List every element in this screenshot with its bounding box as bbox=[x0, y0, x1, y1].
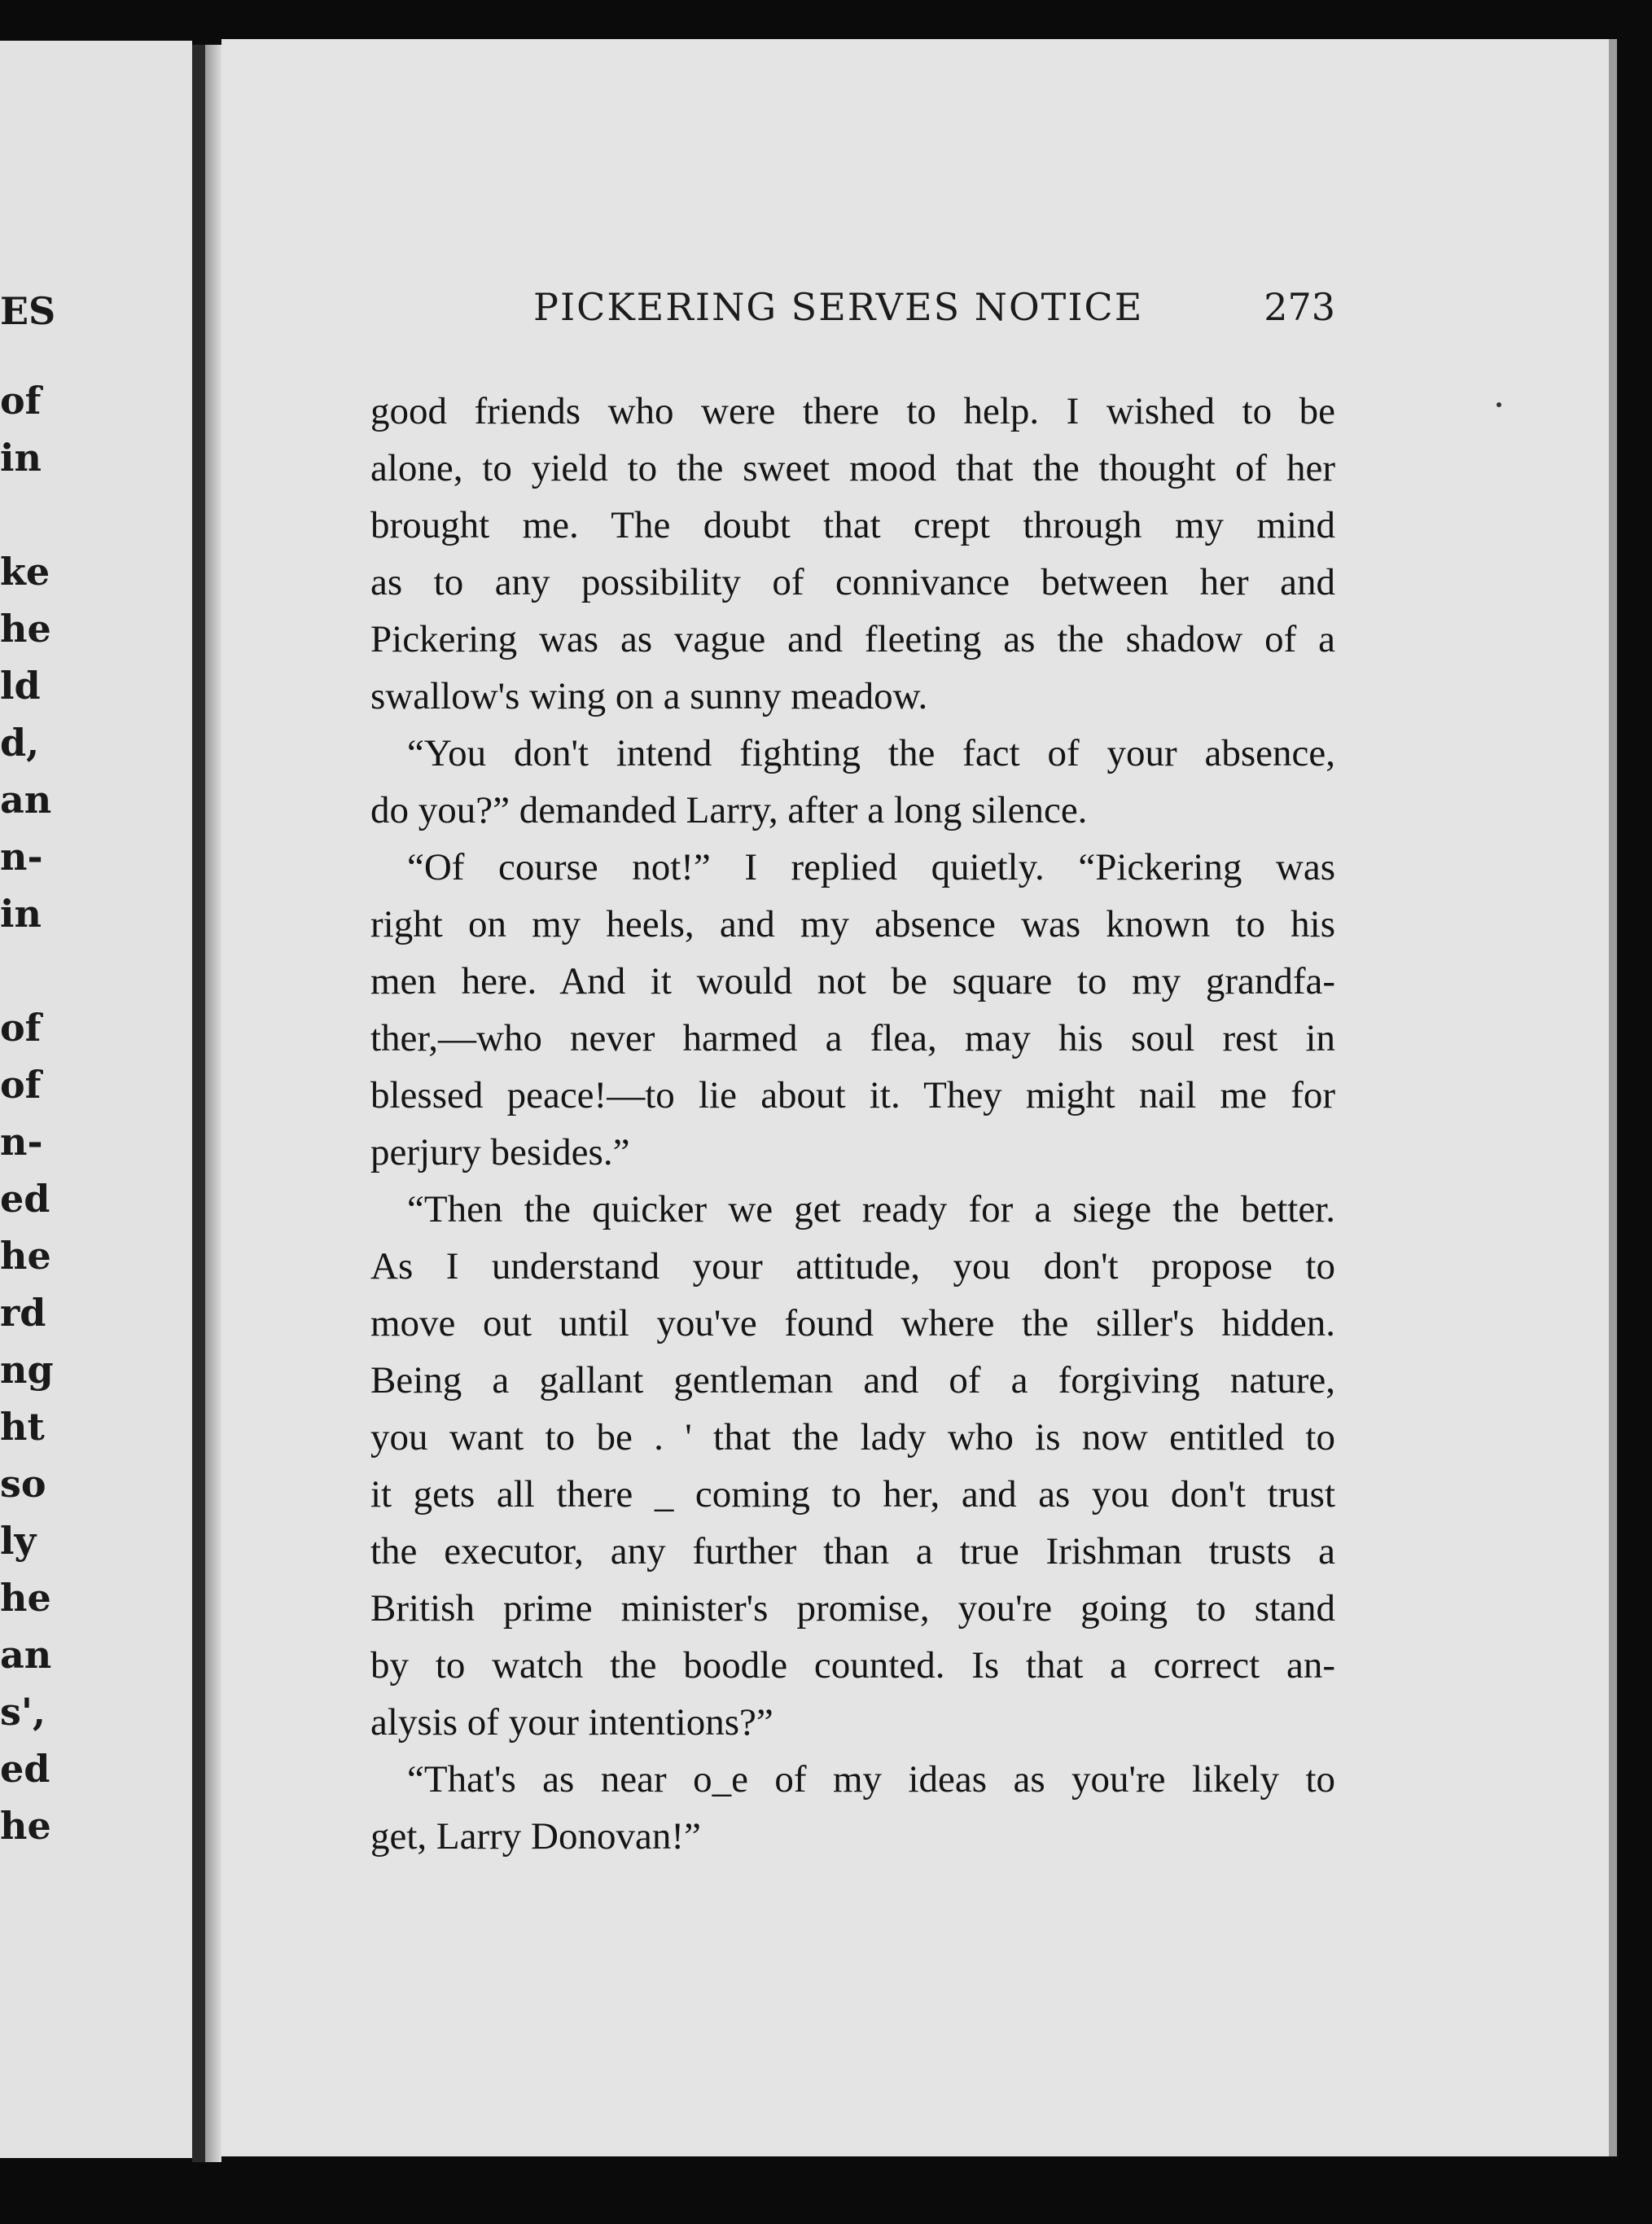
running-title: PICKERING SERVES NOTICE bbox=[533, 285, 1144, 329]
text-line: “Of course not!” I replied quietly. “Pickering was bbox=[407, 846, 1335, 888]
left-fragment: of bbox=[0, 379, 42, 423]
left-fragment: ed bbox=[0, 1747, 50, 1791]
text-line: alysis of your intentions?” bbox=[370, 1701, 773, 1744]
left-fragment: d, bbox=[0, 721, 40, 765]
left-fragment: ly bbox=[0, 1519, 37, 1563]
left-fragment: n- bbox=[0, 1120, 43, 1164]
text-line: get, Larry Donovan!” bbox=[370, 1815, 701, 1858]
text-line: good friends who were there to help. I wished to be bbox=[370, 390, 1335, 432]
text-line: Pickering was as vague and fleeting as the shadow of a bbox=[370, 618, 1335, 660]
left-fragment: of bbox=[0, 1006, 42, 1050]
left-fragment: rd bbox=[0, 1291, 46, 1335]
left-fragment: ed bbox=[0, 1177, 50, 1221]
text-line: it gets all there _ coming to her, and as you don't trust bbox=[370, 1473, 1335, 1516]
running-head bbox=[313, 285, 1335, 350]
text-line: do you?” demanded Larry, after a long silence. bbox=[370, 789, 1088, 831]
text-line: British prime minister's promise, you're going to stand bbox=[370, 1587, 1335, 1630]
ink-speck bbox=[1496, 402, 1501, 407]
text-line: “You don't intend fighting the fact of your absence, bbox=[407, 732, 1335, 774]
left-fragment: he bbox=[0, 1234, 51, 1278]
left-fragment: he bbox=[0, 607, 51, 651]
text-line: brought me. The doubt that crept through my mind bbox=[370, 504, 1335, 546]
text-line: “That's as near o_e of my ideas as you're likely to bbox=[407, 1758, 1335, 1801]
left-fragment: in bbox=[0, 892, 42, 936]
text-line: move out until you've found where the siller's hidden. bbox=[370, 1302, 1335, 1344]
left-fragment: he bbox=[0, 1804, 51, 1848]
text-line: right on my heels, and my absence was known to his bbox=[370, 903, 1335, 945]
left-facing-page bbox=[0, 41, 192, 2158]
text-line: ther,—who never harmed a flea, may his soul rest in bbox=[370, 1017, 1335, 1059]
page-number: 273 bbox=[1264, 285, 1335, 329]
left-fragment: he bbox=[0, 1576, 51, 1620]
left-fragment: ng bbox=[0, 1348, 54, 1392]
left-fragment: so bbox=[0, 1462, 46, 1506]
left-fragment: an bbox=[0, 1633, 52, 1677]
text-line: men here. And it would not be square to my grandfa- bbox=[370, 960, 1335, 1002]
left-fragment: n- bbox=[0, 835, 43, 879]
text-line: swallow's wing on a sunny meadow. bbox=[370, 675, 928, 717]
left-fragment: ld bbox=[0, 664, 41, 708]
book-gutter bbox=[192, 45, 205, 2162]
page-edge bbox=[1609, 39, 1617, 2156]
body-text bbox=[370, 383, 1335, 1865]
text-line: as to any possibility of connivance between her and bbox=[370, 561, 1335, 603]
left-fragment: an bbox=[0, 778, 52, 822]
left-fragment: ht bbox=[0, 1405, 45, 1449]
text-line: As I understand your attitude, you don't propose to bbox=[370, 1245, 1335, 1287]
text-line: blessed peace!—to lie about it. They might nail me for bbox=[370, 1074, 1335, 1116]
gutter-shadow bbox=[205, 45, 221, 2162]
text-line: by to watch the boodle counted. Is that a correct an- bbox=[370, 1644, 1335, 1687]
left-fragment: s', bbox=[0, 1690, 46, 1734]
text-line: perjury besides.” bbox=[370, 1131, 630, 1173]
left-fragment: of bbox=[0, 1063, 42, 1107]
text-line: the executor, any further than a true Irishman trusts a bbox=[370, 1530, 1335, 1573]
left-fragment: ke bbox=[0, 550, 50, 594]
text-line: you want to be . ' that the lady who is now entitled to bbox=[370, 1416, 1335, 1459]
text-line: “Then the quicker we get ready for a siege the better. bbox=[407, 1188, 1335, 1230]
left-fragment: ES bbox=[0, 289, 56, 333]
left-fragment: in bbox=[0, 436, 42, 480]
text-line: Being a gallant gentleman and of a forgiving nature, bbox=[370, 1359, 1335, 1402]
text-line: alone, to yield to the sweet mood that the thought of her bbox=[370, 447, 1335, 489]
